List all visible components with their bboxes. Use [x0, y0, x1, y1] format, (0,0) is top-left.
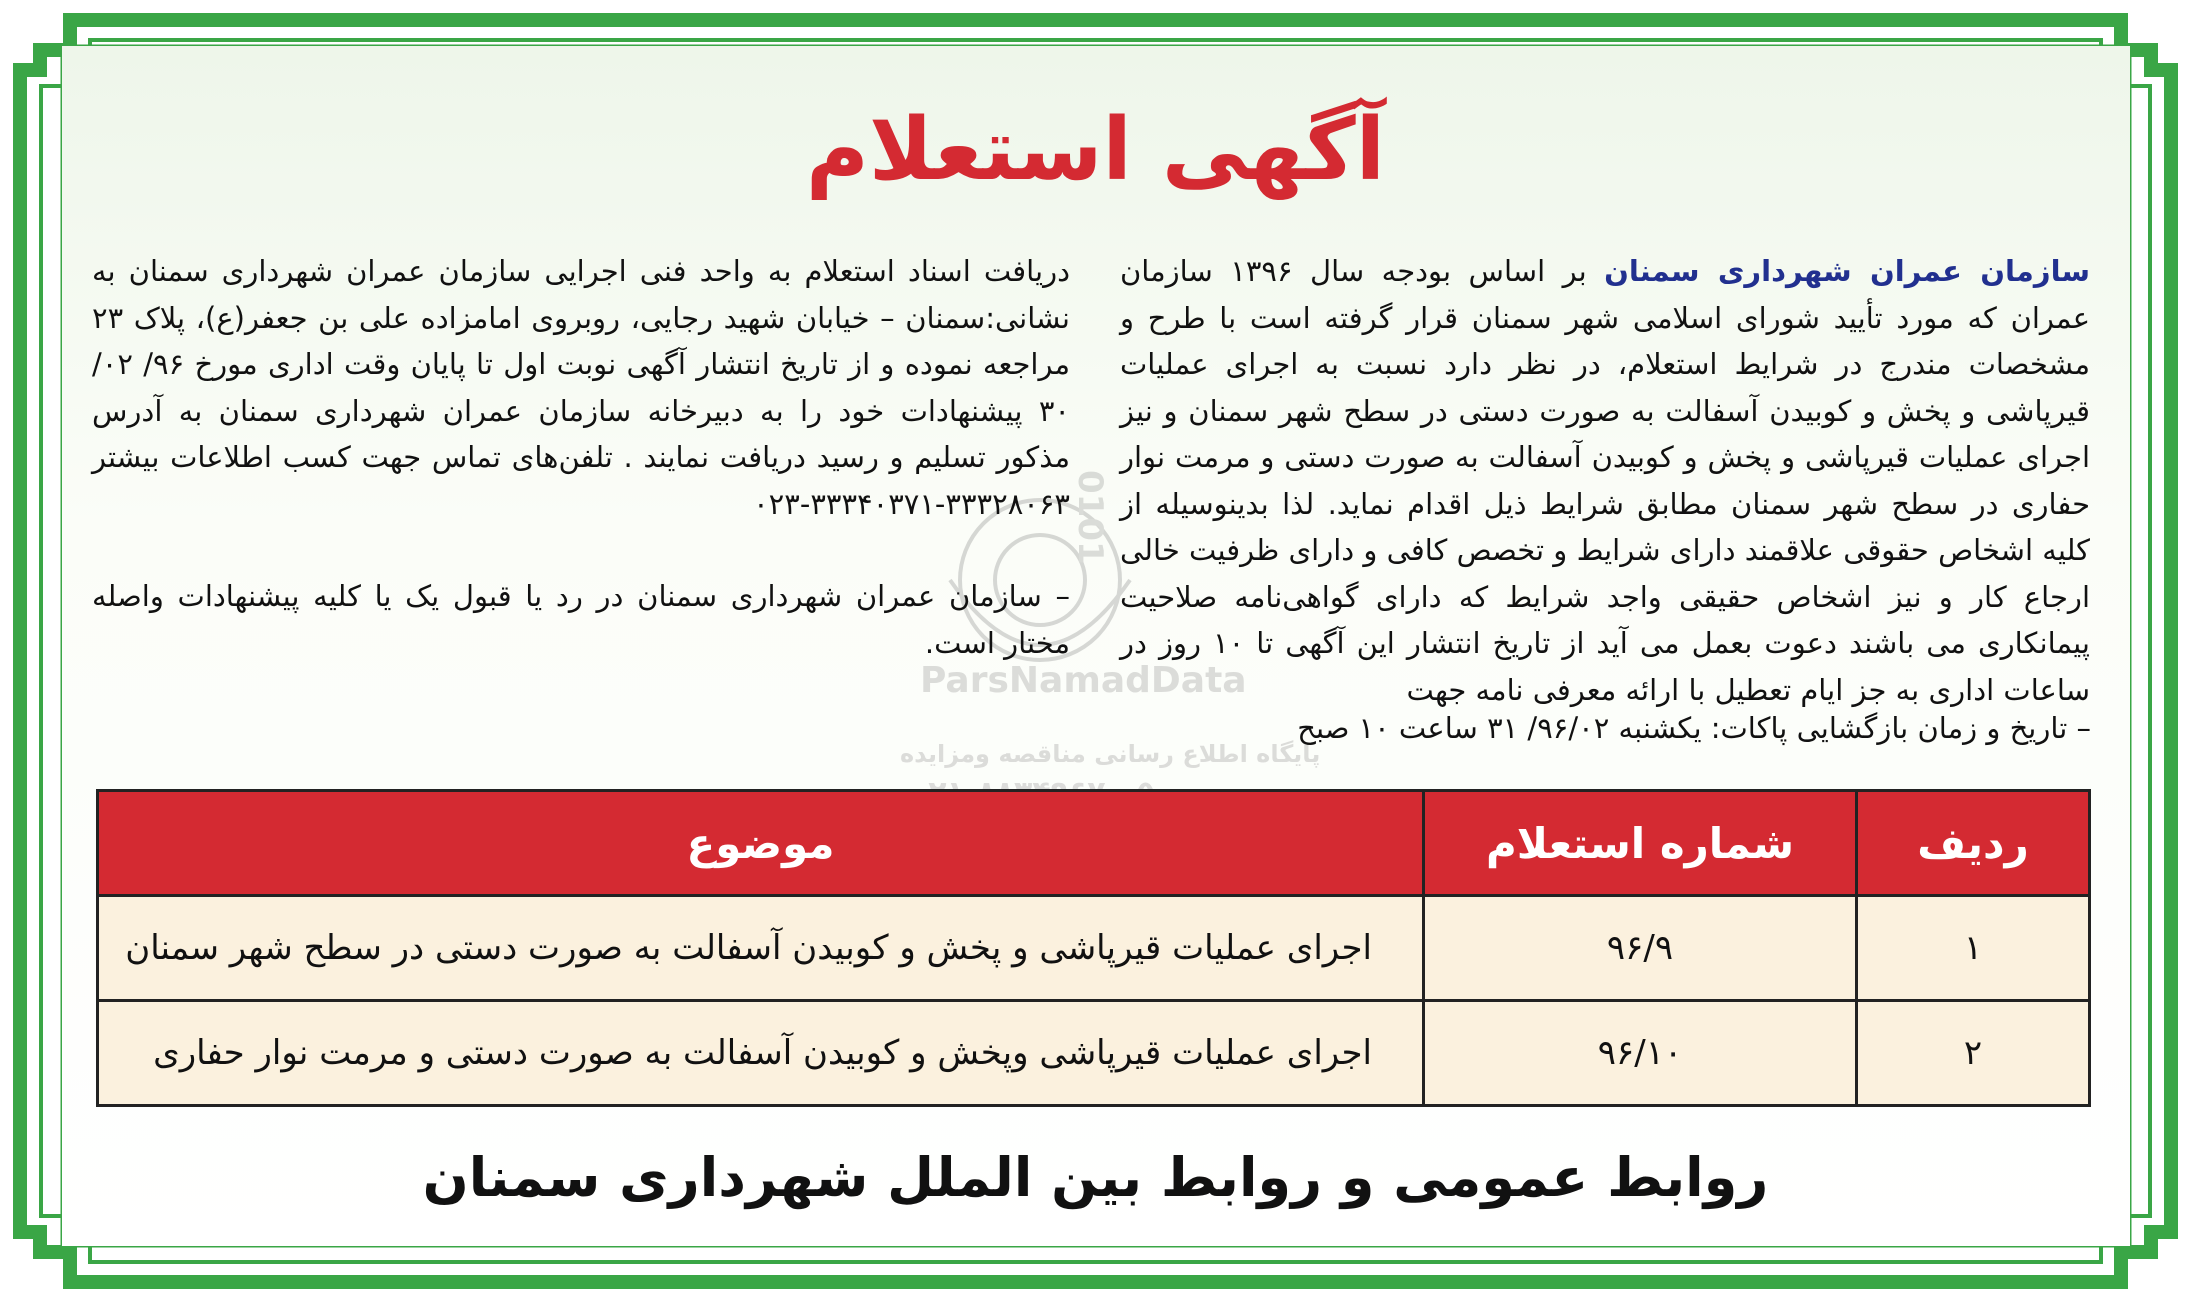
header-subject: موضوع: [98, 791, 1424, 896]
cell-row-number: ۲: [1857, 1001, 2090, 1106]
cell-inquiry-number: ۹۶/۹: [1424, 896, 1857, 1001]
body-right-column: [1120, 248, 2090, 713]
table-row: [98, 896, 2090, 1001]
watermark-code: 0101: [1070, 470, 1110, 565]
table-header-row: [98, 791, 2090, 896]
header-inquiry-number: شماره استعلام: [1424, 791, 1857, 896]
header-row-number: ردیف: [1857, 791, 2090, 896]
body-left-paragraph: دریافت اسناد استعلام به واحد فنی اجرایی سازمان عمران شهرداری سمنان به نشانی:سمنان – خیابان شهید رجایی، روبروی امامزاده علی بن جعفر(ع)، پلاک ۲۳ مراجعه نموده و از تاریخ انتشار آگهی نوبت اول تا پایان وقت اداری مورخ ۹۶/ ۰۲/ ۳۰ پیشنهادات خود را به دبیرخانه سازمان عمران شهرداری سمنان به آدرس مذکور تسلیم و رسید دریافت نمایند . تلفن‌های تماس جهت کسب اطلاعات بیشتر ۳۳۳۲۸۰۶۳-۳۳۳۴۰۳۷۱-۰۲۳: [92, 254, 1070, 521]
watermark-site: ParsNamadData: [920, 660, 1247, 701]
cell-subject: اجرای عملیات قیرپاشی وپخش و کوبیدن آسفالت به صورت دستی و مرمت نوار حفاری: [98, 1001, 1424, 1106]
body-left-column: [92, 248, 1070, 666]
watermark-caption: پایگاه اطلاع رسانی مناقصه ومزایده: [900, 740, 1321, 768]
opening-date-line: – تاریخ و زمان بازگشایی پاکات: یکشنبه ۹۶/۰۲/ ۳۱ ساعت ۱۰ صبح: [1297, 711, 2091, 745]
body-right-text: بر اساس بودجه سال ۱۳۹۶ سازمان عمران که مورد تأیید شورای اسلامی شهر سمنان قرار گرفته است با طرح و مشخصات مندرج در شرایط استعلام، در نظر دارد نسبت به اجرای عملیات قیرپاشی و پخش و کوبیدن آسفالت به صورت دستی در سطح شهر سمنان و نیز اجرای عملیات قیرپاشی و پخش و کوبیدن آسفالت به صورت دستی و مرمت نوار حفاری در سطح شهر سمنان مطابق شرایط ذیل اقدام نماید. لذا بدینوسیله از کلیه اشخاص حقوقی علاقمند دارای شرایط و تخصص کافی و دارای ظرفیت خالی ارجاع کار و نیز اشخاص حقیقی واجد شرایط که دارای گواهی‌نامه صلاحیت پیمانکاری می باشند دعوت بعمل می آید از تاریخ انتشار این آگهی تا ۱۰ روز در ساعات اداری به جز ایام تعطیل با ارائه معرفی نامه جهت: [1120, 254, 2091, 707]
table-row: [98, 1001, 2090, 1106]
cell-inquiry-number: ۹۶/۱۰: [1424, 1001, 1857, 1106]
cell-subject: اجرای عملیات قیرپاشی و پخش و کوبیدن آسفالت به صورت دستی در سطح شهر سمنان: [98, 896, 1424, 1001]
organization-name: سازمان عمران شهرداری سمنان: [1604, 254, 2090, 288]
cell-row-number: ۱: [1857, 896, 2090, 1001]
notice-title: آگهی استعلام: [805, 100, 1386, 200]
body-left-disclaimer: – سازمان عمران شهرداری سمنان در رد یا قبول یک یا کلیه پیشنهادات واصله مختار است.: [92, 579, 1070, 660]
tender-table: [96, 789, 2091, 1107]
footer-signature: روابط عمومی و روابط بین الملل شهرداری سمنان: [422, 1146, 1769, 1209]
